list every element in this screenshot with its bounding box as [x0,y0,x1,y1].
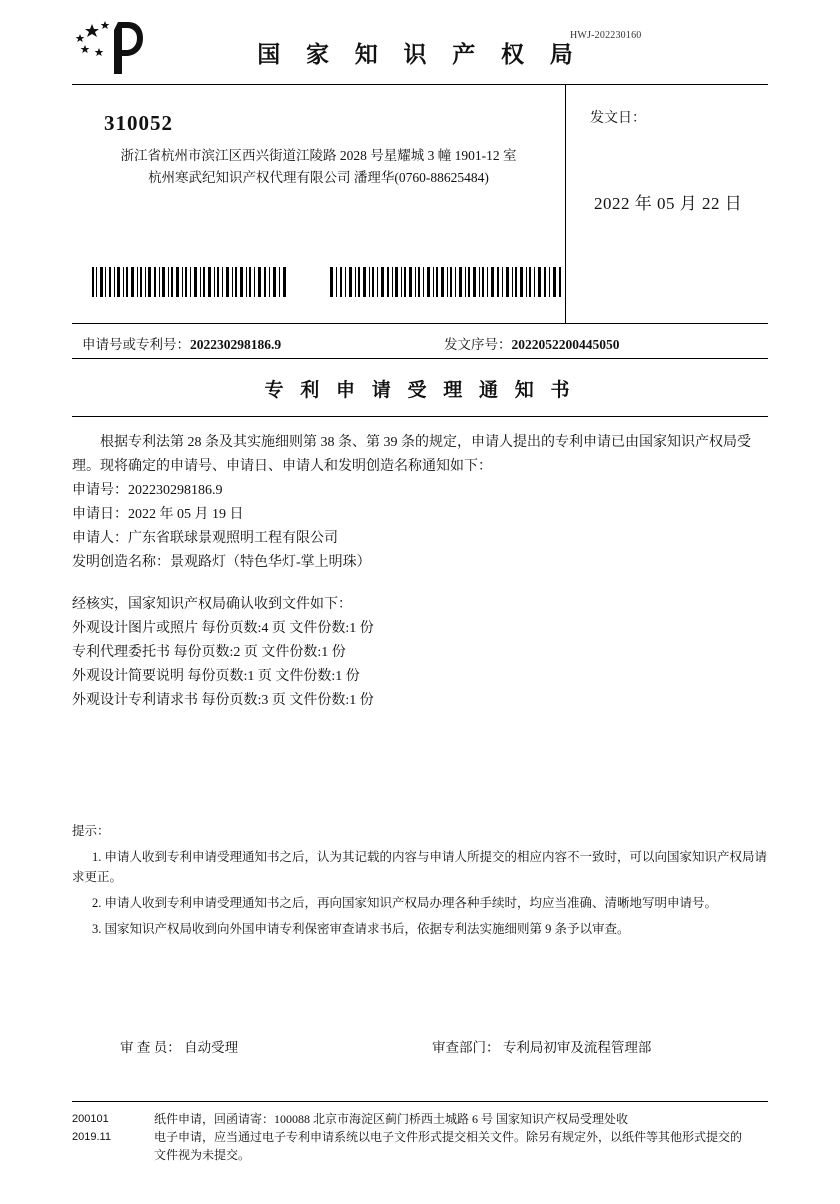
issue-date-label: 发文日： [590,111,646,126]
documents-intro: 经核实，国家知识产权局确认收到文件如下： [72,597,352,612]
tips-section [72,821,768,939]
document-header [72,16,768,85]
tip-item-2: 2. 申请人收到专利申请受理通知书之后，再向国家知识产权局办理各种手续时，均应当准确、清晰地写明申请号。 [92,896,718,910]
postal-code: 310052 [104,111,173,135]
application-number-label: 申请号或专利号： [82,337,190,352]
department-value: 专利局初审及流程管理部 [502,1040,652,1055]
serial-number-group [444,333,620,353]
application-numbers-row [72,324,768,359]
issue-date-value: 2022 年 05 月 22 日 [594,194,743,213]
intro-paragraph: 根据专利法第 28 条及其实施细则第 38 条、第 39 条的规定，申请人提出的专利申请已由国家知识产权局受理。现将确定的申请号、申请日、申请人和发明创造名称通知如下： [72,435,751,474]
department-group [432,1036,651,1056]
footer-line-2: 电子申请，应当通过电子专利申请系统以电子文件形式提交相关文件。除另有规定外，以纸件等其他形式提交的 [154,1130,743,1144]
address-line-1: 浙江省杭州市滨江区西兴街道江陵路 2028 号星耀城 3 幢 1901-12 室 [120,148,517,163]
footer-line-3: 文件视为未提交。 [154,1148,251,1162]
tip-item-1: 1. 申请人收到专利申请受理通知书之后，认为其记载的内容与申请人所提交的相应内容不一致时，可以向国家知识产权局请求更正。 [72,850,768,884]
body-spacer [72,575,768,593]
field-applicant: 申请人：广东省联球景观照明工程有限公司 [72,531,338,546]
serial-number-value: 2022052200445050 [511,337,620,352]
patent-acceptance-notice-page [0,16,840,1204]
document-body [72,431,768,713]
barcode-serial [328,267,564,297]
examiner-label: 审 查 员： [120,1040,181,1055]
examiner-group [120,1036,238,1056]
barcode-group [72,267,565,297]
address-line-2: 杭州寒武纪知识产权代理有限公司 潘理华(0760-88625484) [148,170,489,185]
page-title: 专 利 申 请 受 理 通 知 书 [264,380,576,401]
footer-code-2: 2019.11 [72,1131,111,1143]
document-code: HWJ-202230160 [570,30,642,41]
field-application-number: 申请号：202230298186.9 [72,483,223,498]
document-item-brief-description: 外观设计简要说明 每份页数:1 页 文件份数:1 份 [72,669,360,684]
organization-title: 国 家 知 识 产 权 局 [257,42,583,67]
footer-form-codes [72,1110,146,1146]
application-number-group [82,333,281,353]
addressee-panel [72,85,566,323]
title-divider [72,416,768,417]
field-invention-title: 发明创造名称：景观路灯（特色华灯-掌上明珠） [72,555,371,570]
footer-code-1: 200101 [72,1113,109,1125]
department-label: 审查部门： [432,1040,500,1055]
footer-line-1: 纸件申请，回函请寄：100088 北京市海淀区蓟门桥西土城路 6 号 国家知识产权局受理处收 [154,1112,629,1126]
serial-number-label: 发文序号： [444,337,512,352]
national-emblem-icon [72,18,150,78]
barcode-application [90,267,288,297]
application-number-value: 202230298186.9 [190,337,282,352]
issue-date-panel [566,85,768,323]
examiner-value: 自动受理 [184,1040,239,1055]
document-item-drawings: 外观设计图片或照片 每份页数:4 页 文件份数:1 份 [72,621,374,636]
tips-label: 提示： [72,824,110,838]
document-item-power-of-attorney: 专利代理委托书 每份页数:2 页 文件份数:1 份 [72,645,346,660]
footer-text-block [154,1110,768,1164]
tip-item-3: 3. 国家知识产权局收到向外国申请专利保密审查请求书后，依据专利法实施细则第 9 条予以审查。 [92,922,630,936]
document-item-request: 外观设计专利请求书 每份页数:3 页 文件份数:1 份 [72,693,374,708]
address-date-block [72,85,768,324]
field-application-date: 申请日：2022 年 05 月 19 日 [72,507,244,522]
document-footer [72,1101,768,1164]
